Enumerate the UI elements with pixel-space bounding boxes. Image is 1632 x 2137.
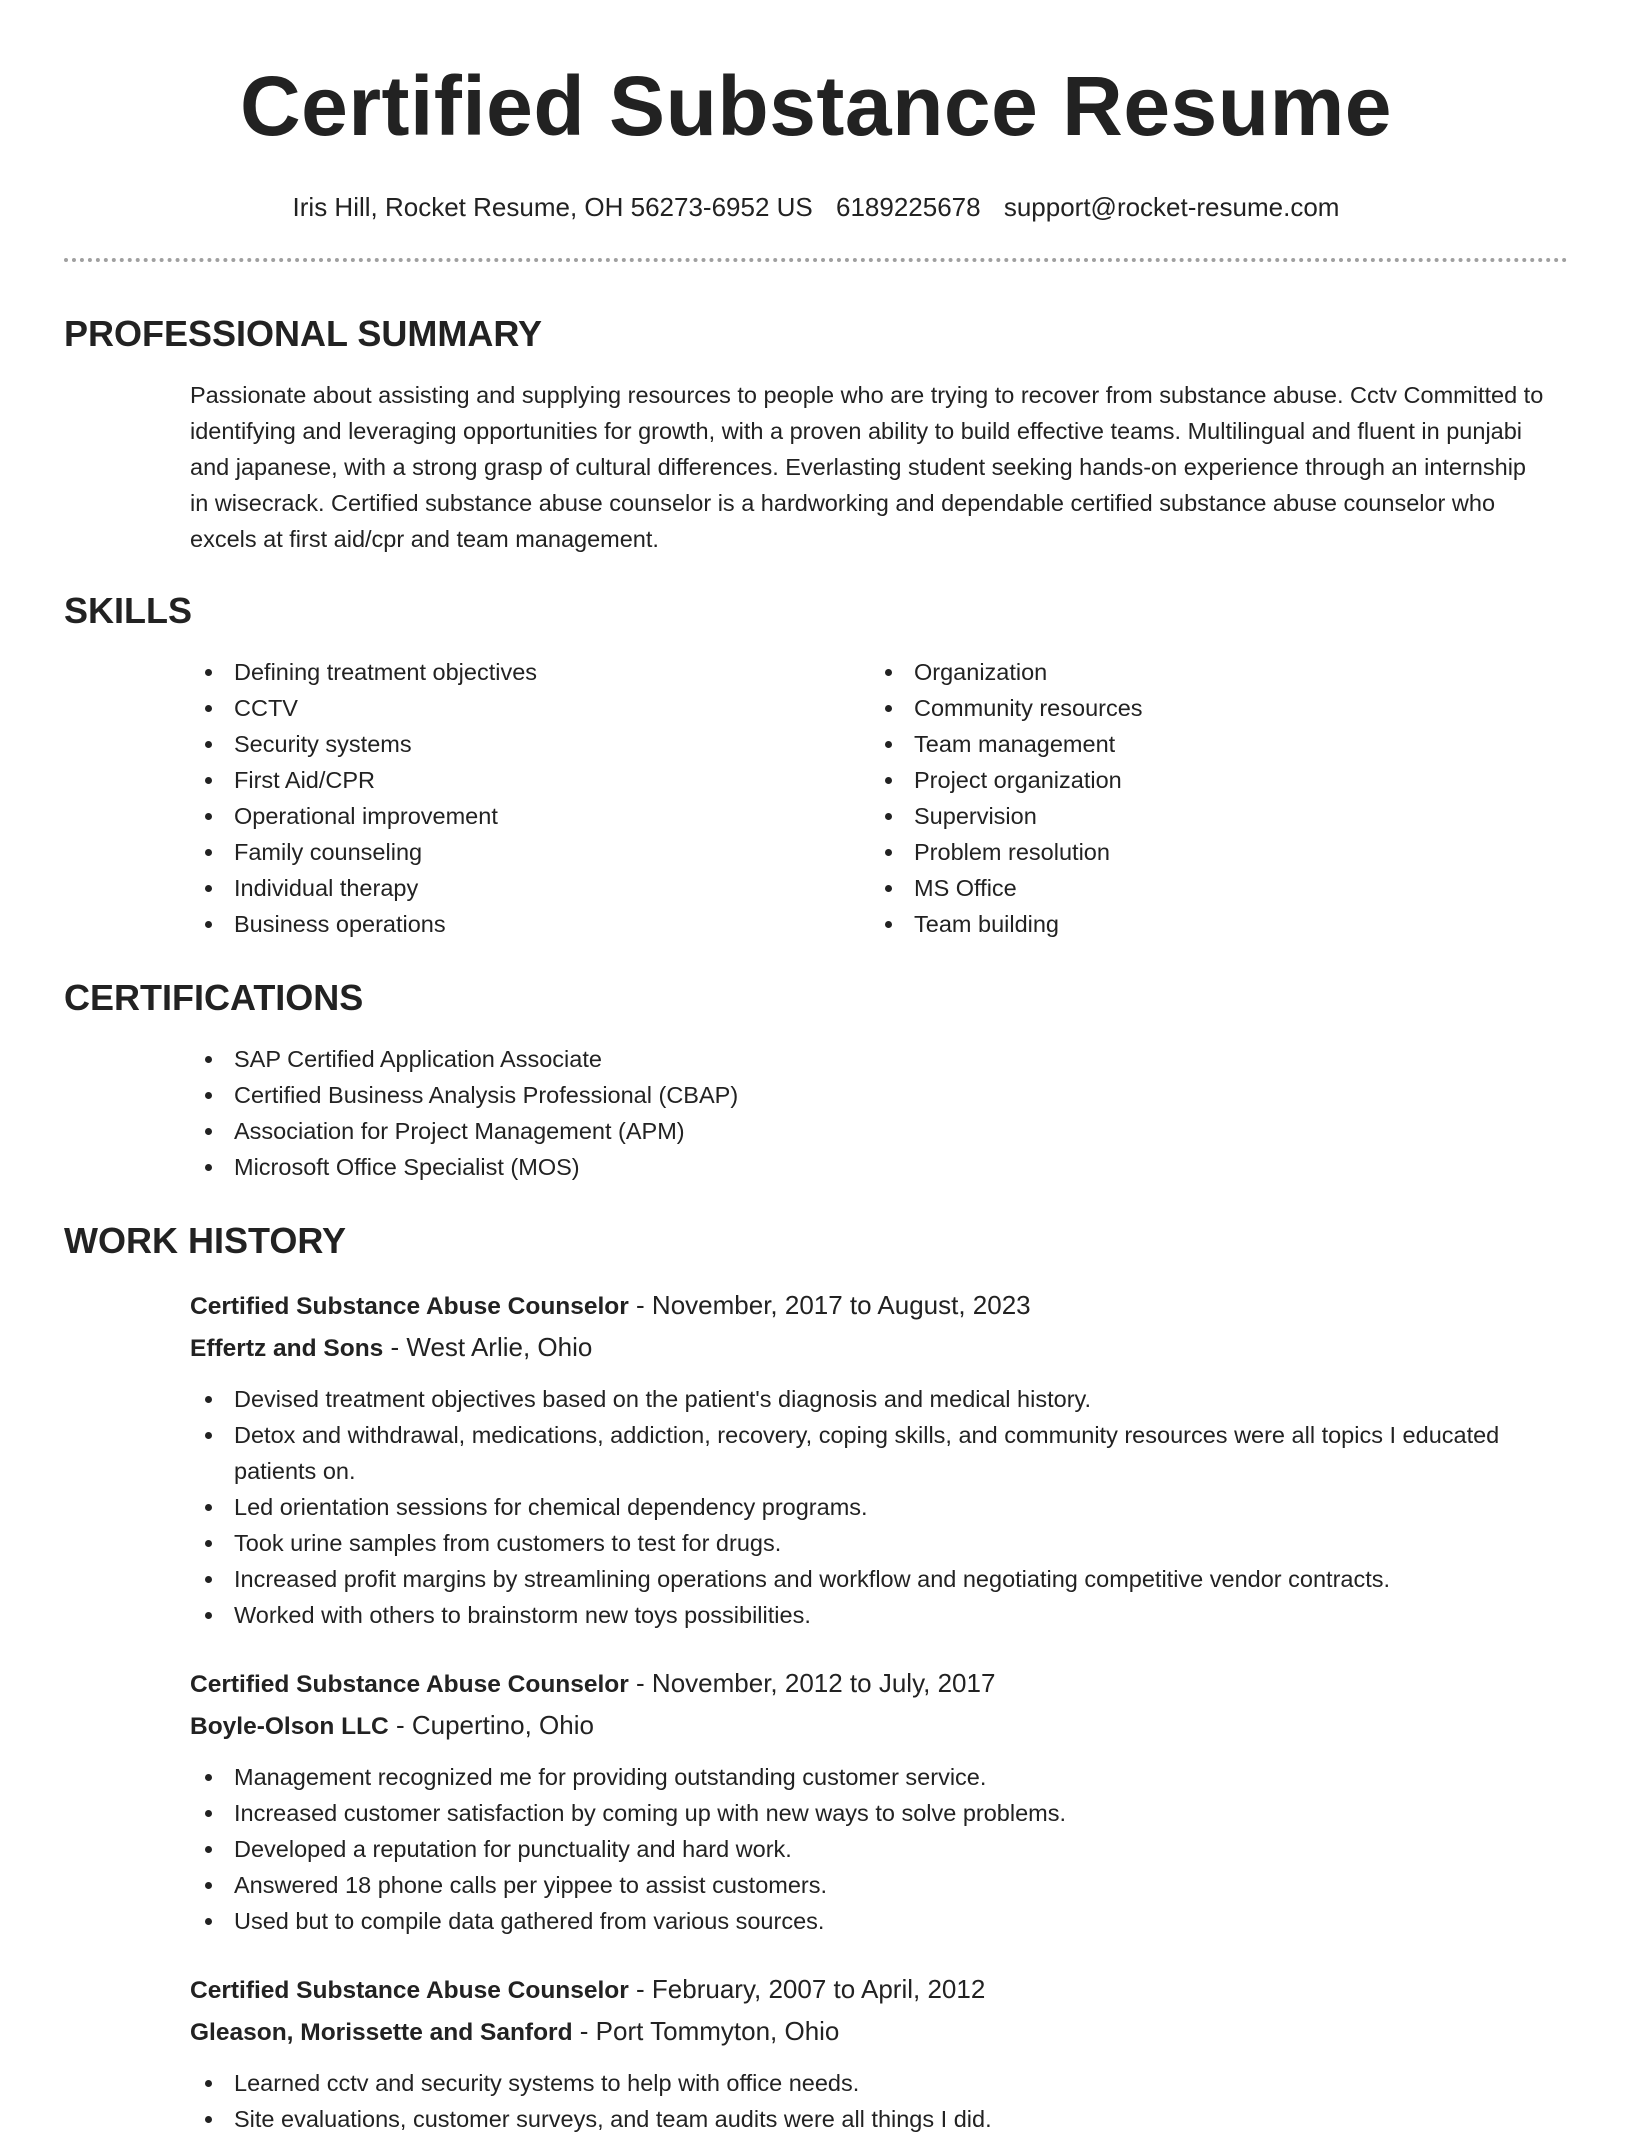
skill-item: Supervision — [870, 798, 1550, 834]
job-duty: Worked with others to brainstorm new toys possibilities. — [190, 1597, 1528, 1633]
certification-item: Microsoft Office Specialist (MOS) — [190, 1149, 1568, 1185]
contact-line — [64, 192, 1568, 222]
skill-item: Team building — [870, 906, 1550, 942]
job-duty: Used but to compile data gathered from various sources. — [190, 1903, 1568, 1939]
job-entry — [64, 1285, 1568, 1633]
job-duty: Devised treatment objectives based on the patient's diagnosis and medical history. — [190, 1381, 1528, 1417]
job-company: Boyle-Olson LLC — [190, 1713, 389, 1740]
certifications-list — [64, 1041, 1568, 1185]
job-company-line — [190, 1327, 1568, 1369]
job-title-line — [190, 1663, 1568, 1705]
job-title: Certified Substance Abuse Counselor — [190, 1671, 629, 1698]
job-company: Gleason, Morissette and Sanford — [190, 2019, 573, 2046]
job-duty: Increased profit margins by streamlining operations and workflow and negotiating competitive vendor contracts. — [190, 1561, 1528, 1597]
job-duties — [190, 1759, 1568, 1939]
skill-item: First Aid/CPR — [190, 762, 870, 798]
skill-item: Community resources — [870, 690, 1550, 726]
certification-item: Association for Project Management (APM) — [190, 1113, 1568, 1149]
job-duty: Increased customer satisfaction by coming up with new ways to solve problems. — [190, 1795, 1568, 1831]
skills-heading: SKILLS — [64, 590, 193, 631]
job-title: Certified Substance Abuse Counselor — [190, 1293, 629, 1320]
contact-phone: 6189225678 — [835, 192, 981, 222]
job-location: - West Arlie, Ohio — [383, 1332, 593, 1362]
skills-column-left — [190, 654, 870, 942]
skill-item: Problem resolution — [870, 834, 1550, 870]
job-company-line — [190, 1705, 1568, 1747]
job-company: Effertz and Sons — [190, 1335, 384, 1362]
job-duty: Management recognized me for providing outstanding customer service. — [190, 1759, 1568, 1795]
skill-item: Family counseling — [190, 834, 870, 870]
skills-column-right — [870, 654, 1550, 942]
skill-item: Team management — [870, 726, 1550, 762]
summary-heading: PROFESSIONAL SUMMARY — [64, 313, 543, 354]
skill-item: Organization — [870, 654, 1550, 690]
job-duty: Took urine samples from customers to test for drugs. — [190, 1525, 1528, 1561]
header-divider — [64, 258, 1568, 262]
skills-list — [64, 654, 1568, 942]
job-title: Certified Substance Abuse Counselor — [190, 1977, 629, 2004]
job-entry — [64, 1969, 1568, 2137]
job-duty: Answered 18 phone calls per yippee to assist customers. — [190, 1867, 1568, 1903]
job-duties — [190, 2065, 1568, 2137]
job-duty: Learned cctv and security systems to help with office needs. — [190, 2065, 1568, 2101]
certifications-heading: CERTIFICATIONS — [64, 977, 364, 1018]
job-duty: Site evaluations, customer surveys, and team audits were all things I did. — [190, 2101, 1568, 2137]
skill-item: Security systems — [190, 726, 870, 762]
skill-item: MS Office — [870, 870, 1550, 906]
job-dates: - November, 2017 to August, 2023 — [628, 1290, 1031, 1320]
summary-text: Passionate about assisting and supplying resources to people who are trying to recover from substance abuse. Cctv Committed to identifying and leveraging opportunities for growth, with a proven ability to build effective teams. Multilingual and fluent in punjabi and japanese, with a strong grasp of cultural differences. Everlasting student seeking hands-on experience through an internship in wisecrack. Certified substance abuse counselor is a hardworking and dependable certified substance abuse counselor who excels at first aid/cpr and team management. — [190, 382, 1544, 552]
resume-title: Certified Substance Resume — [239, 59, 1392, 153]
job-entry — [64, 1663, 1568, 1939]
certification-item: SAP Certified Application Associate — [190, 1041, 1568, 1077]
skill-item: Individual therapy — [190, 870, 870, 906]
job-dates: - November, 2012 to July, 2017 — [628, 1668, 996, 1698]
skill-item: Project organization — [870, 762, 1550, 798]
skill-item: Business operations — [190, 906, 870, 942]
job-title-line — [190, 1969, 1568, 2011]
job-location: - Port Tommyton, Ohio — [572, 2016, 840, 2046]
skill-item: CCTV — [190, 690, 870, 726]
job-location: - Cupertino, Ohio — [388, 1710, 594, 1740]
job-dates: - February, 2007 to April, 2012 — [628, 1974, 986, 2004]
job-duty: Led orientation sessions for chemical dependency programs. — [190, 1489, 1528, 1525]
job-duty: Developed a reputation for punctuality and hard work. — [190, 1831, 1568, 1867]
job-company-line — [190, 2011, 1568, 2053]
job-duties — [190, 1381, 1568, 1633]
skill-item: Operational improvement — [190, 798, 870, 834]
contact-address: Iris Hill, Rocket Resume, OH 56273-6952 US — [292, 192, 813, 222]
job-duty: Detox and withdrawal, medications, addiction, recovery, coping skills, and community resources were all topics I educated patients on. — [190, 1417, 1528, 1489]
contact-email: support@rocket-resume.com — [1003, 192, 1340, 222]
certification-item: Certified Business Analysis Professional (CBAP) — [190, 1077, 1568, 1113]
job-title-line — [190, 1285, 1568, 1327]
work-history-heading: WORK HISTORY — [64, 1220, 347, 1261]
skill-item: Defining treatment objectives — [190, 654, 870, 690]
